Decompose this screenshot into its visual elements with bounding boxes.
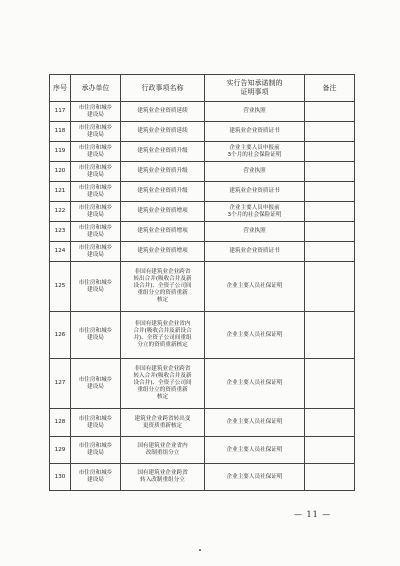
row-proof: 企业主要人员社保证明	[205, 312, 305, 359]
table-row	[50, 242, 355, 262]
row-number: 122	[50, 202, 71, 222]
row-number: 130	[50, 464, 71, 491]
row-proof: 建筑业企业资质证书	[205, 182, 305, 202]
row-note	[305, 359, 355, 409]
row-proof: 建筑业企业资质证书	[205, 242, 305, 262]
row-unit: 市住房和城乡 建设局	[71, 262, 121, 312]
table-row	[50, 222, 355, 242]
table-row	[50, 182, 355, 202]
row-note	[305, 437, 355, 464]
row-unit: 市住房和城乡 建设局	[71, 464, 121, 491]
table-row	[50, 437, 355, 464]
row-item: 非国有建筑业企业省内 合并(吸收合并及新设合 并)、全资子公司间重组 分立的资质重新核定	[121, 312, 205, 359]
row-item: 建筑业企业资质延续	[121, 102, 205, 122]
row-proof: 企业主要人员申报前 3个月的社会保险证明	[205, 202, 305, 222]
row-proof: 企业主要人员社保证明	[205, 437, 305, 464]
header-note: 备注	[305, 75, 355, 102]
page-number: — 11 —	[294, 510, 332, 519]
row-note	[305, 464, 355, 491]
header-item: 行政事项名称	[121, 75, 205, 102]
row-unit: 市住房和城乡 建设局	[71, 409, 121, 437]
row-proof: 营业执照	[205, 162, 305, 182]
row-number: 123	[50, 222, 71, 242]
row-item: 建筑业企业资质升级	[121, 162, 205, 182]
row-note	[305, 182, 355, 202]
row-note	[305, 409, 355, 437]
row-note	[305, 202, 355, 222]
table-row	[50, 359, 355, 409]
row-note	[305, 162, 355, 182]
table-row	[50, 202, 355, 222]
table-header-row	[50, 75, 355, 102]
row-unit: 市住房和城乡 建设局	[71, 242, 121, 262]
row-proof: 企业主要人员社保证明	[205, 359, 305, 409]
row-number: 121	[50, 182, 71, 202]
row-proof: 企业主要人员社保证明	[205, 464, 305, 491]
row-item: 建筑业企业资质延续	[121, 122, 205, 142]
row-unit: 市住房和城乡 建设局	[71, 102, 121, 122]
row-item: 建筑业企业资质升级	[121, 142, 205, 162]
row-note	[305, 262, 355, 312]
row-proof: 企业主要人员申报前 3个月的社会保险证明	[205, 142, 305, 162]
row-note	[305, 312, 355, 359]
row-unit: 市住房和城乡 建设局	[71, 222, 121, 242]
row-unit: 市住房和城乡 建设局	[71, 437, 121, 464]
row-unit: 市住房和城乡 建设局	[71, 162, 121, 182]
row-proof: 建筑业企业资质证书	[205, 122, 305, 142]
row-note	[305, 222, 355, 242]
row-proof: 企业主要人员社保证明	[205, 262, 305, 312]
row-number: 118	[50, 122, 71, 142]
header-seq: 序号	[50, 75, 71, 102]
row-item: 建筑业企业资质增项	[121, 202, 205, 222]
row-item: 建筑业企业资质增项	[121, 242, 205, 262]
row-proof: 营业执照	[205, 222, 305, 242]
table-row	[50, 409, 355, 437]
table-row	[50, 162, 355, 182]
row-item: 非国有建筑业企业跨省 转出合并(吸收合并及新 设合并)、全资子公司间 重组分立的资质重新 核定	[121, 262, 205, 312]
row-number: 125	[50, 262, 71, 312]
row-proof: 企业主要人员社保证明	[205, 409, 305, 437]
row-proof: 营业执照	[205, 102, 305, 122]
table-row	[50, 142, 355, 162]
row-item: 国有建筑业企业跨省 转入改制重组分立	[121, 464, 205, 491]
row-number: 128	[50, 409, 71, 437]
row-note	[305, 102, 355, 122]
row-item: 非国有建筑业企业跨省 转入合并(吸收合并及新 设合并)、全资子公司间 重组分立的资质重新 核定	[121, 359, 205, 409]
row-item: 建筑业企业资质增项	[121, 222, 205, 242]
row-note	[305, 122, 355, 142]
header-unit: 承办单位	[71, 75, 121, 102]
table-row	[50, 312, 355, 359]
scan-speck	[199, 549, 201, 551]
row-number: 129	[50, 437, 71, 464]
row-number: 124	[50, 242, 71, 262]
row-item: 建筑业企业跨省转出变 更资质重新核定	[121, 409, 205, 437]
row-unit: 市住房和城乡 建设局	[71, 142, 121, 162]
table-row	[50, 122, 355, 142]
matters-table	[49, 74, 355, 491]
row-item: 建筑业企业资质升级	[121, 182, 205, 202]
table-row	[50, 102, 355, 122]
row-number: 120	[50, 162, 71, 182]
row-note	[305, 142, 355, 162]
row-note	[305, 242, 355, 262]
header-proof: 实行告知承诺制的 证明事项	[205, 75, 305, 102]
table-row	[50, 464, 355, 491]
row-unit: 市住房和城乡 建设局	[71, 122, 121, 142]
row-number: 117	[50, 102, 71, 122]
row-number: 126	[50, 312, 71, 359]
row-unit: 市住房和城乡 建设局	[71, 182, 121, 202]
row-number: 127	[50, 359, 71, 409]
row-item: 国有建筑业企业省内 改制重组分立	[121, 437, 205, 464]
table-row	[50, 262, 355, 312]
row-unit: 市住房和城乡 建设局	[71, 202, 121, 222]
row-unit: 市住房和城乡 建设局	[71, 312, 121, 359]
row-unit: 市住房和城乡 建设局	[71, 359, 121, 409]
row-number: 119	[50, 142, 71, 162]
